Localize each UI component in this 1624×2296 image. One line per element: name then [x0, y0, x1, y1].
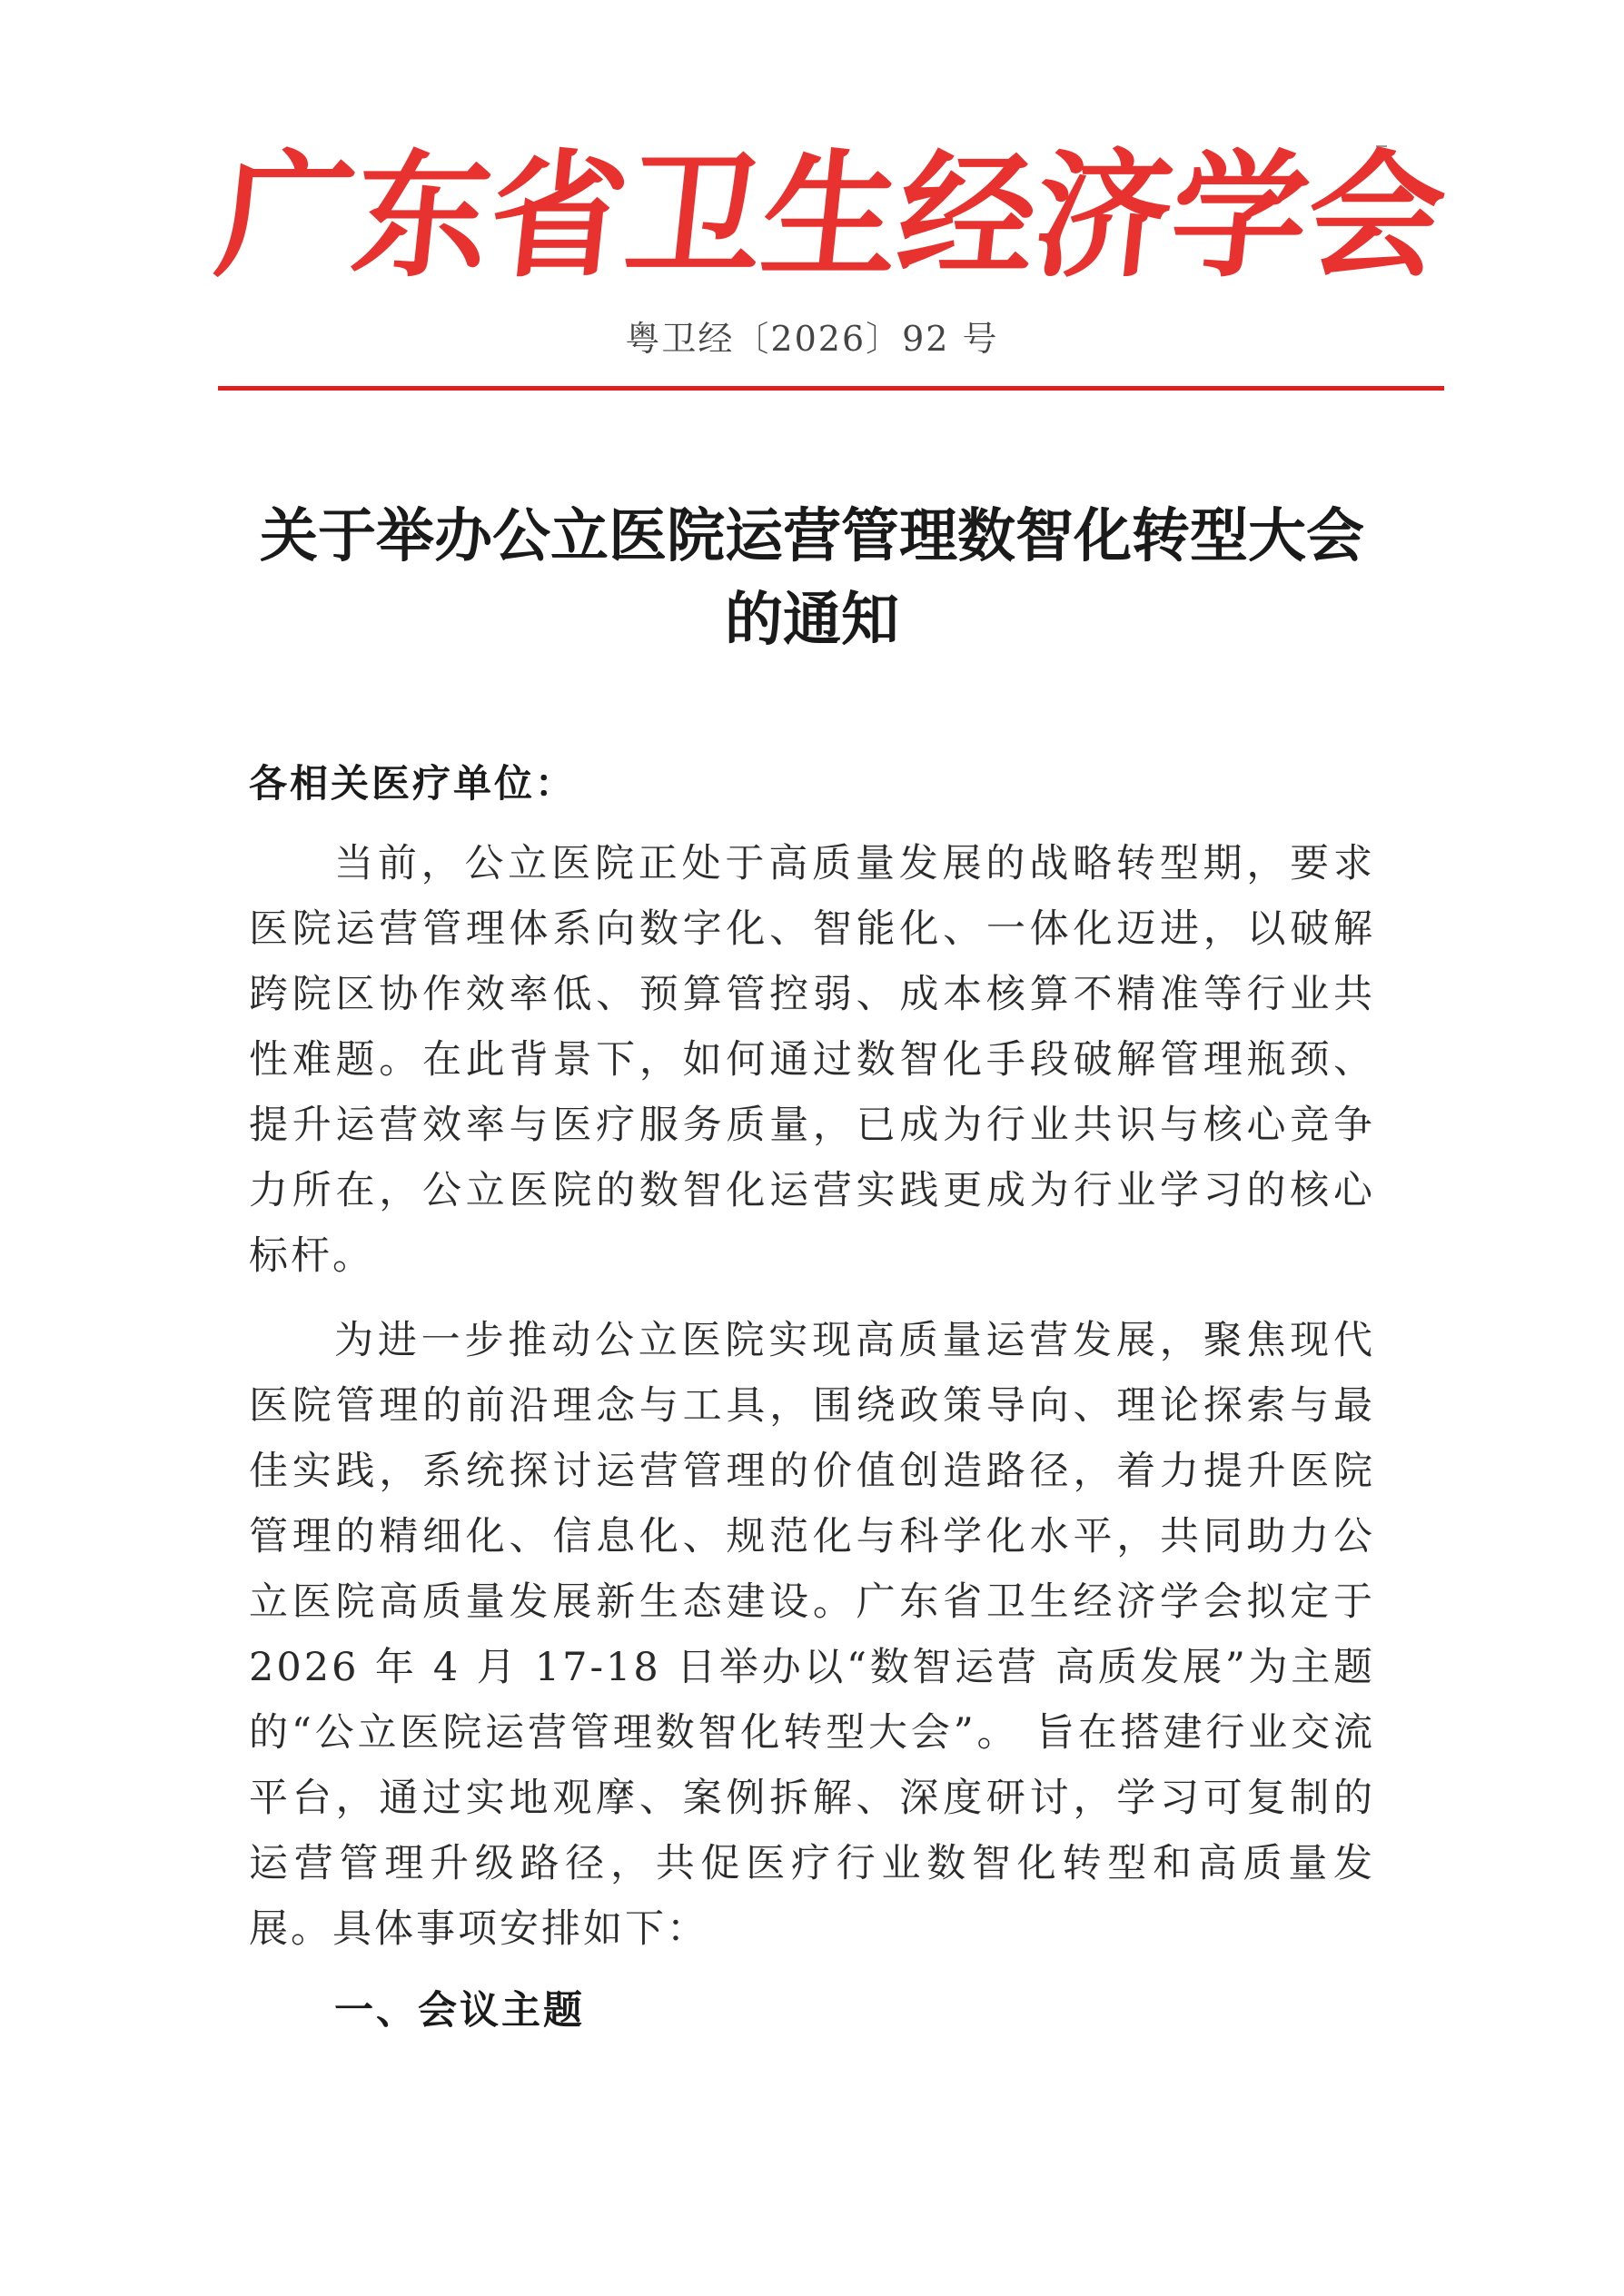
salutation: 各相关医疗单位：	[249, 761, 577, 806]
masthead-char: 东	[345, 135, 500, 296]
masthead-char: 生	[754, 135, 908, 296]
masthead-char: 学	[1163, 135, 1317, 296]
body-paragraph-1: 当前，公立医院正处于高质量发展的战略转型期，要求医院运营管理体系向数字化、智能化、一体化迈进，以破解跨院区协作效率低、预算管控弱、成本核算不精准等行业共性难题。在此背景下，如何通过数智化手段破解管理瓶颈、提升运营效率与医疗服务质量，已成为行业共识与核心竞争力所在，公立医院的数智化运营实践更成为行业学习的核心标杆。	[249, 841, 1375, 1279]
notice-title-line-1: 关于举办公立医院运营管理数智化转型大会	[260, 502, 1364, 570]
masthead-char: 省	[481, 135, 636, 296]
body-paragraph-2: 为进一步推动公立医院实现高质量运营发展，聚焦现代医院管理的前沿理念与工具，围绕政策导向、理论探索与最佳实践，系统探讨运营管理的价值创造路径，着力提升医院管理的精细化、信息化、规范化与科学化水平，共同助力公立医院高质量发展新生态建设。广东省卫生经济学会拟定于 2026 年 4 月 17-18 日举办以“数智运营 高质发展”为主题的“公立医院运营管理数智化转型大会”。 旨在搭建行业交流平台，通过实地观摩、案例拆解、深度研讨，学习可复制的运营管理升级路径，共促医疗行业数智化转型和高质量发展。具体事项安排如下：	[249, 1318, 1375, 1952]
red-separator-rule	[218, 386, 1444, 391]
masthead-char: 会	[1299, 135, 1453, 296]
masthead-char: 经	[890, 135, 1045, 296]
notice-title-line-2: 的通知	[725, 586, 899, 654]
document-number: 粤卫经〔2026〕92 号	[625, 319, 999, 359]
masthead-char: 济	[1026, 135, 1181, 296]
section-heading-meeting-theme: 一、会议主题	[334, 1988, 585, 2034]
masthead-char: 广	[209, 135, 363, 296]
notice-title	[182, 495, 1442, 662]
masthead-organization-name	[209, 135, 1453, 296]
masthead-char: 卫	[618, 135, 772, 296]
